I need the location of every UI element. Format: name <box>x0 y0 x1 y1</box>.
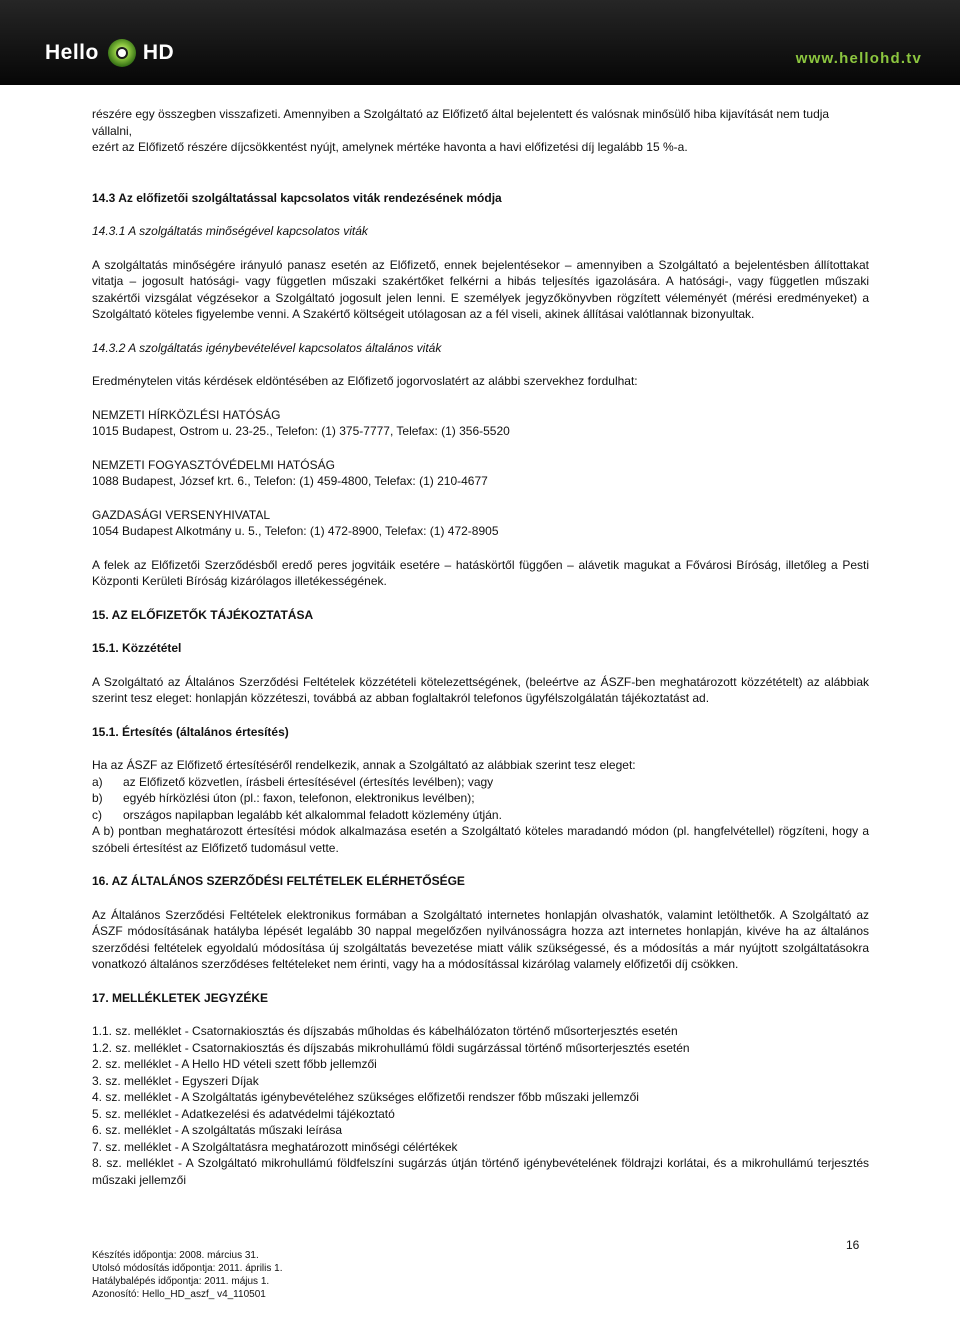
logo-text-left: Hello <box>45 41 99 64</box>
footer-line: Utolsó módosítás időpontja: 2011. április 1. <box>92 1263 283 1274</box>
hello-hd-logo <box>45 36 174 70</box>
annex-list <box>92 1023 869 1188</box>
list-item <box>92 790 869 807</box>
authority-address: 1088 Budapest, József krt. 6., Telefon: (1) 459-4800, Telefax: (1) 210-4677 <box>92 474 488 488</box>
notification-list <box>92 774 869 824</box>
footer-line: Hatálybalépés időpontja: 2011. május 1. <box>92 1276 270 1287</box>
heading-17: 17. MELLÉKLETEK JEGYZÉKE <box>92 990 269 1005</box>
authority-address: 1054 Budapest Alkotmány u. 5., Telefon: (1) 472-8900, Telefax: (1) 472-8905 <box>92 524 499 538</box>
annex-item: 1.1. sz. melléklet - Csatornakiosztás és díjszabás műholdas és kábelhálózaton történő műsorterjesztés esetén <box>92 1024 678 1038</box>
logo-orb-icon <box>107 38 137 68</box>
heading-14-3: 14.3 Az előfizetői szolgáltatással kapcsolatos viták rendezésének módja <box>92 190 502 205</box>
paragraph-14-3-1: A szolgáltatás minőségére irányuló panasz esetén az Előfizető, ennek bejelentésekor – amennyiben a Szolgáltató a bejelentésben állítottakat vitatja – jogosult hatósági- vagy független műszaki szakértőket felkérni a hibás teljesítés igazolására. A hatósági-, vagy független műszaki szakértői vizsgálat végzésekor a Szolgáltató jogosult jelen lenni. E személyek jegyzőkönyvben rögzített véleményét (mérési eredményeket) a Szolgáltató köteles figyelembe venni. A Szakértő költségeit utólagosan az a fél viseli, akinek állításai valótlannak bizonyultak. <box>92 257 869 321</box>
annex-item: 2. sz. melléklet - A Hello HD vételi szett főbb jellemzői <box>92 1057 377 1071</box>
logo-text-right: HD <box>142 41 175 64</box>
annex-item: 5. sz. melléklet - Adatkezelési és adatvédelmi tájékoztató <box>92 1106 395 1121</box>
paragraph-16: Az Általános Szerződési Feltételek elektronikus formában a Szolgáltató internetes honlapján olvashatók, valamint letölthetők. A Szolgáltató az ÁSZF módosításának hatályba lépését legalább 30 nappal megelőzően nyilvánosságra hozza azt internetes honlapján, kivéve ha az általános szerződési feltételek egyoldalú módosítása új szolgáltatás bevezetése miatt válik szükségessé, és a módosítás a már nyújtott szolgáltatásokra vonatkozó általános szerződéses feltételeket nem érinti, vagy ha a módosítással kizárólag valamely előfizetői díj csökken. <box>92 907 869 971</box>
annex-item: 1.2. sz. melléklet - Csatornakiosztás és díjszabás mikrohullámú földi sugárzással történő műsorterjesztés esetén <box>92 1040 690 1055</box>
list-marker: a) <box>92 774 103 789</box>
site-url: www.hellohd.tv <box>795 50 922 67</box>
annex-item: 3. sz. melléklet - Egyszeri Díjak <box>92 1073 259 1088</box>
authority-address: 1015 Budapest, Ostrom u. 23-25., Telefon: (1) 375-7777, Telefax: (1) 356-5520 <box>92 424 510 438</box>
list-text: egyéb hírközlési úton (pl.: faxon, telefonon, elektronikus levélben); <box>123 791 475 805</box>
authority-name: NEMZETI FOGYASZTÓVÉDELMI HATÓSÁG <box>92 457 335 472</box>
intro-line-1: részére egy összegben visszafizeti. Amennyiben a Szolgáltató az Előfizető által bejelentett és valósnak minősülő hiba kijavítását nem tudja vállalni, <box>92 107 830 138</box>
authority-name: NEMZETI HÍRKÖZLÉSI HATÓSÁG <box>92 407 281 422</box>
annex-item: 7. sz. melléklet - A Szolgáltatásra meghatározott minőségi célértékek <box>92 1139 458 1154</box>
heading-14-3-2: 14.3.2 A szolgáltatás igénybevételével kapcsolatos általános viták <box>92 340 442 355</box>
heading-15-1-notification: 15.1. Értesítés (általános értesítés) <box>92 724 289 739</box>
annex-item: 4. sz. melléklet - A Szolgáltatás igénybevételéhez szükséges előfizetői rendszer főbb műszaki jellemzői <box>92 1090 639 1104</box>
footer-metadata <box>92 1249 282 1301</box>
footer-line: Készítés időpontja: 2008. március 31. <box>92 1250 259 1261</box>
page-number: 16 <box>846 1238 860 1252</box>
document-body <box>92 106 869 1188</box>
intro-line-2: ezért az Előfizető részére díjcsökkentést nyújt, amelynek mértéke havonta a havi előfizetési díj legalább 15 %-a. <box>92 140 688 154</box>
paragraph-15-1-publication: A Szolgáltató az Általános Szerződési Feltételek közzétételi kötelezettségének, (beleértve az ÁSZF-ben meghatározott közzétételt) az alábbiak szerint tesz eleget: honlapján közzéteszi, továbbá az abban foglaltakról telefonos ügyfélszolgálatán tájékoztatást ad. <box>92 674 869 705</box>
authority-name: GAZDASÁGI VERSENYHIVATAL <box>92 507 271 522</box>
list-item <box>92 774 869 791</box>
list-item <box>92 807 869 824</box>
heading-14-3-1: 14.3.1 A szolgáltatás minőségével kapcsolatos viták <box>92 224 368 238</box>
heading-15-1-publication: 15.1. Közzététel <box>92 641 182 655</box>
heading-15: 15. AZ ELŐFIZETŐK TÁJÉKOZTATÁSA <box>92 607 314 622</box>
footer-line: Azonosító: Hello_HD_aszf_ v4_110501 <box>92 1289 266 1300</box>
list-marker: b) <box>92 791 103 805</box>
list-text: országos napilapban legalább két alkalommal feladott közlemény útján. <box>123 807 502 822</box>
paragraph-court: A felek az Előfizetői Szerződésből eredő peres jogvitáik esetére – hatáskörtől függően – alávetik magukat a Fővárosi Bíróság, illetőleg a Pesti Központi Kerületi Bíróság kizárólagos illetékességének. <box>92 557 869 588</box>
heading-16: 16. AZ ÁLTALÁNOS SZERZŐDÉSI FELTÉTELEK ELÉRHETŐSÉGE <box>92 874 465 888</box>
paragraph-15-1-notification: Ha az ÁSZF az Előfizető értesítéséről rendelkezik, annak a Szolgáltató az alábbiak szerint tesz eleget: <box>92 758 636 772</box>
header-bar <box>0 0 960 85</box>
paragraph-14-3-2: Eredménytelen vitás kérdések eldöntésében az Előfizető jogorvoslatért az alábbi szervekhez fordulhat: <box>92 374 638 388</box>
list-text: az Előfizető közvetlen, írásbeli értesítésével (értesítés levélben); vagy <box>123 774 494 789</box>
paragraph-15-1-notification-tail: A b) pontban meghatározott értesítési módok alkalmazása esetén a Szolgáltató köteles maradandó módon (pl. hangfelvétellel) rögzíteni, hogy a szóbeli értesítést az Előfizető tudomásul vette. <box>92 824 869 855</box>
list-marker: c) <box>92 807 102 822</box>
annex-item: 8. sz. melléklet - A Szolgáltató mikrohullámú földfelszíni sugárzás útján történő igénybevételének földrajzi korlátai, és a mikrohullámú terjesztés műszaki jellemzői <box>92 1156 869 1187</box>
annex-item: 6. sz. melléklet - A szolgáltatás műszaki leírása <box>92 1123 343 1137</box>
